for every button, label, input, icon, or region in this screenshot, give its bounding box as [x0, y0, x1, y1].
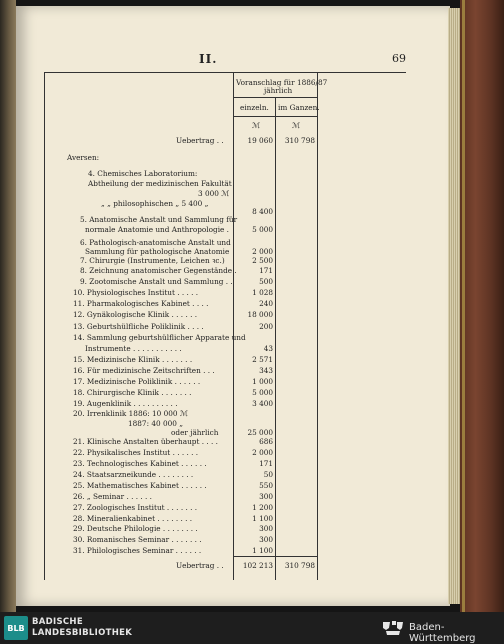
row-value: 1 200: [252, 503, 273, 512]
row-value: 240: [259, 299, 273, 308]
row-label: „ „ philosophischen „ 5 400 „: [101, 199, 209, 208]
table-top-rule: [44, 72, 406, 73]
row-label: 14. Sammlung geburtshülflicher Apparate und: [73, 333, 246, 342]
carry-top-total: 310 798: [284, 136, 315, 145]
row-label: 12. Gynäkologische Klinik . . . . . .: [73, 310, 198, 319]
row-label: 15. Medizinische Klinik . . . . . . .: [73, 355, 193, 364]
header-title-line1: Voranschlag für 1886/87: [236, 78, 328, 87]
row-label: 19. Augenklinik . . . . . . . . . .: [73, 399, 178, 408]
row-label: 7. Chirurgie (Instrumente, Leichen ꝛc.): [80, 256, 225, 265]
column-rule-2: [275, 97, 276, 580]
header-col-total: im Ganzen.: [278, 103, 320, 112]
blb-logo[interactable]: BLB: [4, 616, 28, 640]
row-label: 22. Physikalisches Institut . . . . . .: [73, 448, 199, 457]
row-label: 20. Irrenklinik 1886: 10 000 ℳ: [73, 409, 188, 418]
row-value: 1 000: [252, 377, 273, 386]
page-number: 69: [392, 52, 406, 65]
carry-bottom-label: Uebertrag . .: [176, 561, 224, 570]
row-value: 343: [259, 366, 273, 375]
row-value: 25 000: [247, 428, 273, 437]
previous-page-edge: [0, 0, 16, 612]
row-label: Sammlung für pathologische Anatomie: [85, 247, 230, 256]
row-label: 9. Zootomische Anstalt und Sammlung . .: [80, 277, 233, 286]
book-cover: [460, 0, 504, 612]
carry-bottom-single: 102 213: [242, 561, 273, 570]
carry-rule: [233, 556, 317, 557]
row-value: 300: [259, 535, 273, 544]
row-value: 8 400: [252, 207, 273, 216]
row-value: 171: [259, 266, 273, 275]
section-heading: II.: [199, 52, 218, 66]
unit-total: ℳ: [292, 121, 300, 130]
row-label: 16. Für medizinische Zeitschriften . . .: [73, 366, 215, 375]
row-value: 1 028: [252, 288, 273, 297]
row-label: 24. Staatsarzneikunde . . . . . . . .: [73, 470, 194, 479]
state-name[interactable]: Baden-Württemberg: [409, 622, 476, 644]
row-value: 300: [259, 524, 273, 533]
row-value: 500: [259, 277, 273, 286]
row-label: oder jährlich: [171, 428, 219, 437]
row-value: 1 100: [252, 514, 273, 523]
row-value: 171: [259, 459, 273, 468]
row-label: 29. Deutsche Philologie . . . . . . . .: [73, 524, 198, 533]
row-label: normale Anatomie und Anthropologie .: [85, 225, 229, 234]
row-label: 8. Zeichnung anatomischer Gegenstände .: [80, 266, 237, 275]
row-label: 6. Pathologisch-anatomische Anstalt und: [80, 238, 231, 247]
library-name[interactable]: [32, 617, 132, 639]
carry-top-label: Uebertrag . .: [176, 136, 224, 145]
row-label: 4. Chemisches Laboratorium:: [88, 169, 198, 178]
row-value: 2 500: [252, 256, 273, 265]
row-value: 550: [259, 481, 273, 490]
library-name-line2: LANDESBIBLIOTHEK: [32, 628, 133, 638]
header-col-single: einzeln.: [240, 103, 269, 112]
row-label: 25. Mathematisches Kabinet . . . . . .: [73, 481, 207, 490]
row-label: 5. Anatomische Anstalt und Sammlung für: [80, 215, 238, 224]
row-label: 1887: 40 000 „: [128, 419, 183, 428]
row-value: 200: [259, 322, 273, 331]
row-label: 17. Medizinische Poliklinik . . . . . .: [73, 377, 201, 386]
row-value: 2 571: [252, 355, 273, 364]
row-label: Abtheilung der medizinischen Fakultät: [88, 179, 232, 188]
row-value: 50: [263, 470, 273, 479]
row-label: 27. Zoologisches Institut . . . . . . .: [73, 503, 198, 512]
header-bottom-rule: [233, 116, 317, 117]
row-value: 43: [263, 344, 273, 353]
state-coat-of-arms-icon[interactable]: [380, 618, 406, 638]
header-sub-rule: [233, 97, 317, 98]
table-left-rule: [44, 72, 45, 580]
cover-gilt-edge: [462, 0, 465, 612]
library-name-line1: BADISCHE: [32, 617, 83, 627]
row-value: 300: [259, 492, 273, 501]
row-value: 5 000: [252, 388, 273, 397]
section-label: Aversen:: [67, 153, 100, 162]
row-label: 23. Technologisches Kabinet . . . . . .: [73, 459, 207, 468]
row-value: 686: [259, 437, 273, 446]
row-label: 10. Physiologisches Institut . . . . .: [73, 288, 199, 297]
row-label: 13. Geburtshülfliche Poliklinik . . . .: [73, 322, 204, 331]
row-value: 5 000: [252, 225, 273, 234]
row-value: 2 000: [252, 448, 273, 457]
row-value: 18 000: [247, 310, 273, 319]
carry-top-single: 19 060: [247, 136, 273, 145]
row-label: 21. Klinische Anstalten überhaupt . . . .: [73, 437, 218, 446]
row-value: 2 000: [252, 247, 273, 256]
row-label: 18. Chirurgische Klinik . . . . . . .: [73, 388, 192, 397]
row-label: 31. Philologisches Seminar . . . . . .: [73, 546, 202, 555]
row-label: 26. „ Seminar . . . . . .: [73, 492, 152, 501]
row-value: 1 100: [252, 546, 273, 555]
column-rule-3: [317, 72, 318, 580]
row-label: 28. Mineralienkabinet . . . . . . . .: [73, 514, 193, 523]
unit-single: ℳ: [252, 121, 260, 130]
header-title-line2: jährlich: [264, 86, 293, 95]
row-label: 11. Pharmakologisches Kabinet . . . .: [73, 299, 209, 308]
row-label: Instrumente . . . . . . . . . . .: [85, 344, 182, 353]
row-label: 30. Romanisches Seminar . . . . . . .: [73, 535, 202, 544]
row-label: 3 000 ℳ: [198, 189, 230, 198]
row-value: 3 400: [252, 399, 273, 408]
carry-bottom-total: 310 798: [284, 561, 315, 570]
